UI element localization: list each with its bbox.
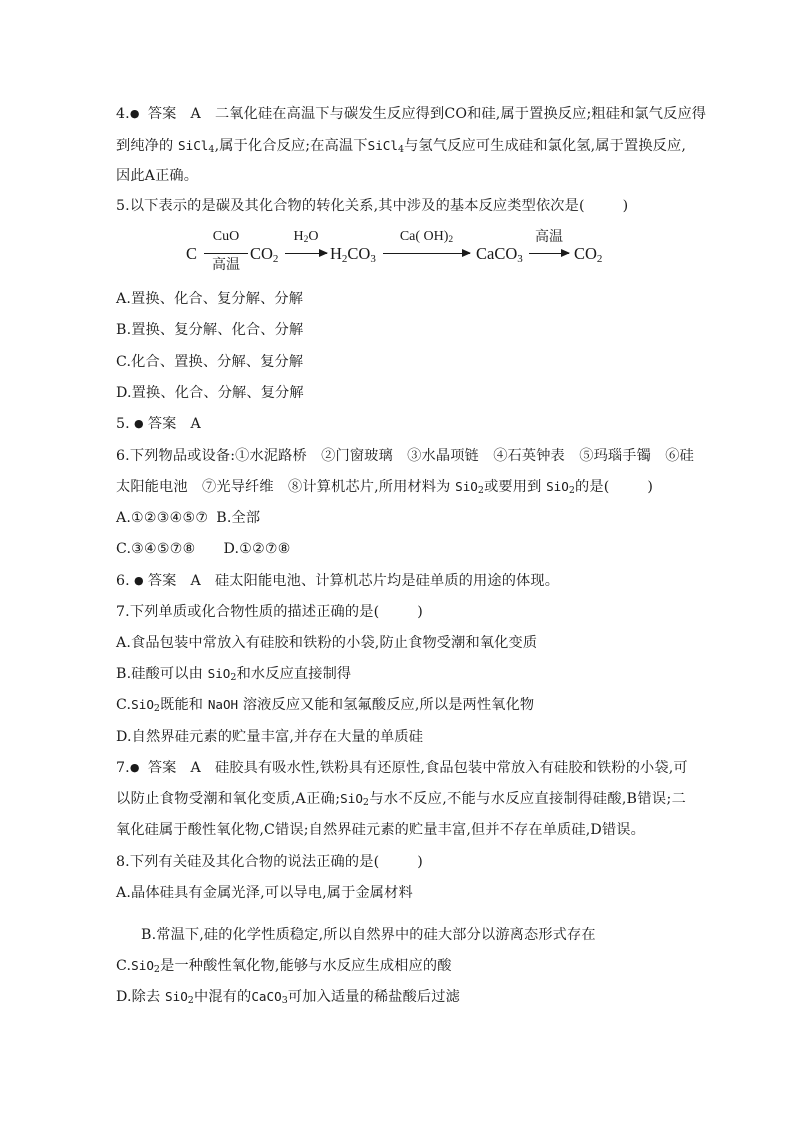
q6-answer-label: 6. [116,573,130,589]
answer-word: 答案 [147,760,177,776]
condition-high-temp: 高温 [212,257,240,273]
q8-option-a: A.晶体硅具有金属光泽,可以导电,属于金属材料 [116,885,413,901]
reaction-step-2 [285,226,327,276]
answer-mark-icon: ● [133,417,144,430]
q7-option-b-text-a: B.硅酸可以由 [116,666,203,682]
h2co3-h: H [330,244,342,263]
subscript: 2 [153,964,161,975]
subscript: 3 [517,253,523,265]
species-h2co3 [330,244,376,264]
reaction-step-3 [383,226,470,276]
q4-answer-text-1: 二氧化硅在高温下与碳发生反应得到CO和硅,属于置换反应;粗硅和氯气反应得 [214,106,707,122]
q7-answer-text-1: 硅胶具有吸水性,铁粉具有还原性,食品包装中常放入有硅胶和铁粉的小袋,可 [214,760,688,776]
q6-close: ) [647,479,654,495]
q5-stem-text: 5.以下表示的是碳及其化合物的转化关系,其中涉及的基本反应类型依次是( [116,198,585,214]
q7-answer-line-2 [116,789,686,809]
reagent-cuo: CuO [212,229,240,244]
q7-close: ) [417,604,423,620]
answer-choice: A [190,760,201,776]
reagent-h2o [285,229,327,245]
q7-answer-line-3: 氧化硅属于酸性氧化物,C错误;自然界硅元素的贮量丰富,但并不存在单质硅,D错误。 [116,822,645,838]
q5-option-b: B.置换、复分解、化合、分解 [116,322,304,338]
answer-word: 答案 [147,416,177,432]
caoh-text: Ca( OH) [399,229,449,244]
h2o-h: H [293,229,304,244]
subscript: 2 [362,797,370,808]
formula-sio2: SiO [165,989,188,1004]
q6-options-ab [116,508,686,528]
q8-option-d-text-a: D.除去 [116,989,161,1005]
formula-sio2: SiO [340,791,363,806]
q7-option-c-text-c: 溶液反应又能和氢氟酸反应,所以是两性氧化物 [242,697,535,713]
q6-options-cd [116,539,686,559]
subscript: 4 [397,144,405,155]
q8-stem-text: 8.下列有关硅及其化合物的说法正确的是( [116,854,380,870]
co2-text: CO [250,244,273,263]
q8-option-d [116,987,686,1007]
formula-sicl4: SiCl [367,138,398,153]
subscript: 2 [341,253,348,265]
answer-mark-icon: ● [133,574,144,587]
species-co2 [250,244,278,264]
bar-line [204,253,248,254]
answer-choice: A [190,573,201,589]
q6-answer-text: 硅太阳能电池、计算机芯片均是硅单质的用途的体现。 [214,573,560,589]
formula-sio2: SiO [207,666,231,681]
q5-option-a: A.置换、化合、复分解、分解 [116,291,304,307]
answer-mark-icon: ● [129,761,140,774]
formula-sio2: SiO [455,479,478,494]
q5-option-d: D.置换、化合、分解、复分解 [116,385,304,401]
q6-option-d: D.①②⑦⑧ [223,541,291,557]
answer-word: 答案 [147,573,177,589]
q7-option-c [116,695,686,715]
subscript: 2 [153,703,161,714]
q7-option-b [116,664,686,684]
subscript: 2 [187,995,194,1006]
formula-sio2: SiO [131,697,154,712]
formula-sio2: SiO [546,479,569,494]
subscript: 2 [477,485,485,496]
subscript: 4 [208,144,215,155]
formula-sicl4: SiCl [178,138,209,153]
subscript: 2 [448,235,454,245]
caco3-text: CaCO [476,244,518,263]
q5-answer-label: 5. [116,416,130,432]
q7-option-c-label: C. [116,697,132,713]
answer-mark-icon: ● [129,107,140,120]
q6-text-c: 的是( [575,479,610,495]
q7-option-b-text-b: 和水反应直接制得 [236,666,352,682]
q6-option-c: C.③④⑤⑦⑧ [116,541,196,557]
q4-answer-label: 4. [116,106,130,122]
arrow-shaft [383,253,470,254]
arrow-right-icon [462,249,471,257]
q6-stem-line-2 [116,477,686,497]
formula-naoh: NaOH [207,697,239,712]
q7-option-d: D.自然界硅元素的贮量丰富,并存在大量的单质硅 [116,729,424,745]
q6-option-a: A.①②③④⑤⑦ [116,510,209,526]
q8-close: ) [417,854,423,870]
h2o-o: O [308,229,319,244]
reagent-caoh2 [383,229,470,245]
q7-answer-text-2b: 与水不反应,不能与水反应直接制得硅酸,B错误;二 [369,791,686,807]
answer-choice: A [190,416,201,432]
species-co2 [574,244,602,264]
reaction-step-4 [529,226,569,276]
q4-answer-text-2c: 与氢气反应可生成硅和氯化氢,属于置换反应, [404,138,687,154]
q8-option-c [116,956,686,976]
q6-stem-line-1: 6.下列物品或设备:①水泥路桥 ②门窗玻璃 ③水晶项链 ④石英钟表 ⑤玛瑙手镯 ⑥硅 [116,448,694,464]
q8-option-d-text-c: 可加入适量的稀盐酸后过滤 [287,989,460,1005]
q7-stem-text: 7.下列单质或化合物性质的描述正确的是( [116,604,380,620]
q6-option-b: B.全部 [216,510,261,526]
q7-answer-label: 7. [116,760,130,776]
q4-answer-text-2a: 到纯净的 [116,138,174,154]
q7-stem [116,602,686,622]
q5-stem-close: ) [622,198,629,214]
formula-sio2: SiO [131,958,154,973]
answer-word: 答案 [147,106,177,122]
q4-answer-line-3: 因此A正确。 [116,168,199,184]
species-c: C [186,244,198,263]
reaction-step-1 [204,226,248,276]
co2-text: CO [574,244,597,263]
subscript: 3 [281,995,288,1006]
q4-answer-line-2 [116,136,686,156]
q5-stem [116,196,686,216]
formula-caco3: CaCO [251,989,282,1004]
arrow-right-icon [561,249,570,257]
subscript: 2 [596,253,603,265]
q7-answer-text-2a: 以防止食物受潮和氧化变质,A正确; [116,791,341,807]
subscript: 3 [370,253,376,265]
q6-text-b: 或要用到 [484,479,542,495]
subscript: 2 [272,253,279,265]
q6-answer [116,571,686,591]
q7-option-c-text-b: 既能和 [160,697,204,713]
q5-answer [116,414,686,434]
subscript: 2 [568,485,576,496]
species-caco3 [476,244,523,264]
subscript: 2 [303,235,309,245]
h2co3-co: CO [347,244,371,263]
q8-option-c-label: C. [116,958,132,974]
q6-text-a: 太阳能电池 ⑦光导纤维 ⑧计算机芯片,所用材料为 [116,479,451,495]
condition-high-temp: 高温 [535,229,563,245]
q8-option-b: B.常温下,硅的化学性质稳定,所以自然界中的硅大部分以游离态形式存在 [141,927,596,943]
q7-answer-line-1 [116,758,686,778]
answer-choice: A [190,106,201,122]
q4-answer-text-2b: ,属于化合反应;在高温下 [214,138,368,154]
subscript: 2 [230,672,237,683]
arrow-right-icon [319,249,328,257]
reaction-scheme [186,226,616,278]
q8-option-c-text: 是一种酸性氧化物,能够与水反应生成相应的酸 [160,958,452,974]
q8-stem [116,852,686,872]
q8-option-d-text-b: 中混有的 [193,989,252,1005]
q4-answer-line-1 [116,104,707,124]
q7-option-a: A.食品包装中常放入有硅胶和铁粉的小袋,防止食物受潮和氧化变质 [116,635,538,651]
q5-option-c: C.化合、置换、分解、复分解 [116,354,304,370]
